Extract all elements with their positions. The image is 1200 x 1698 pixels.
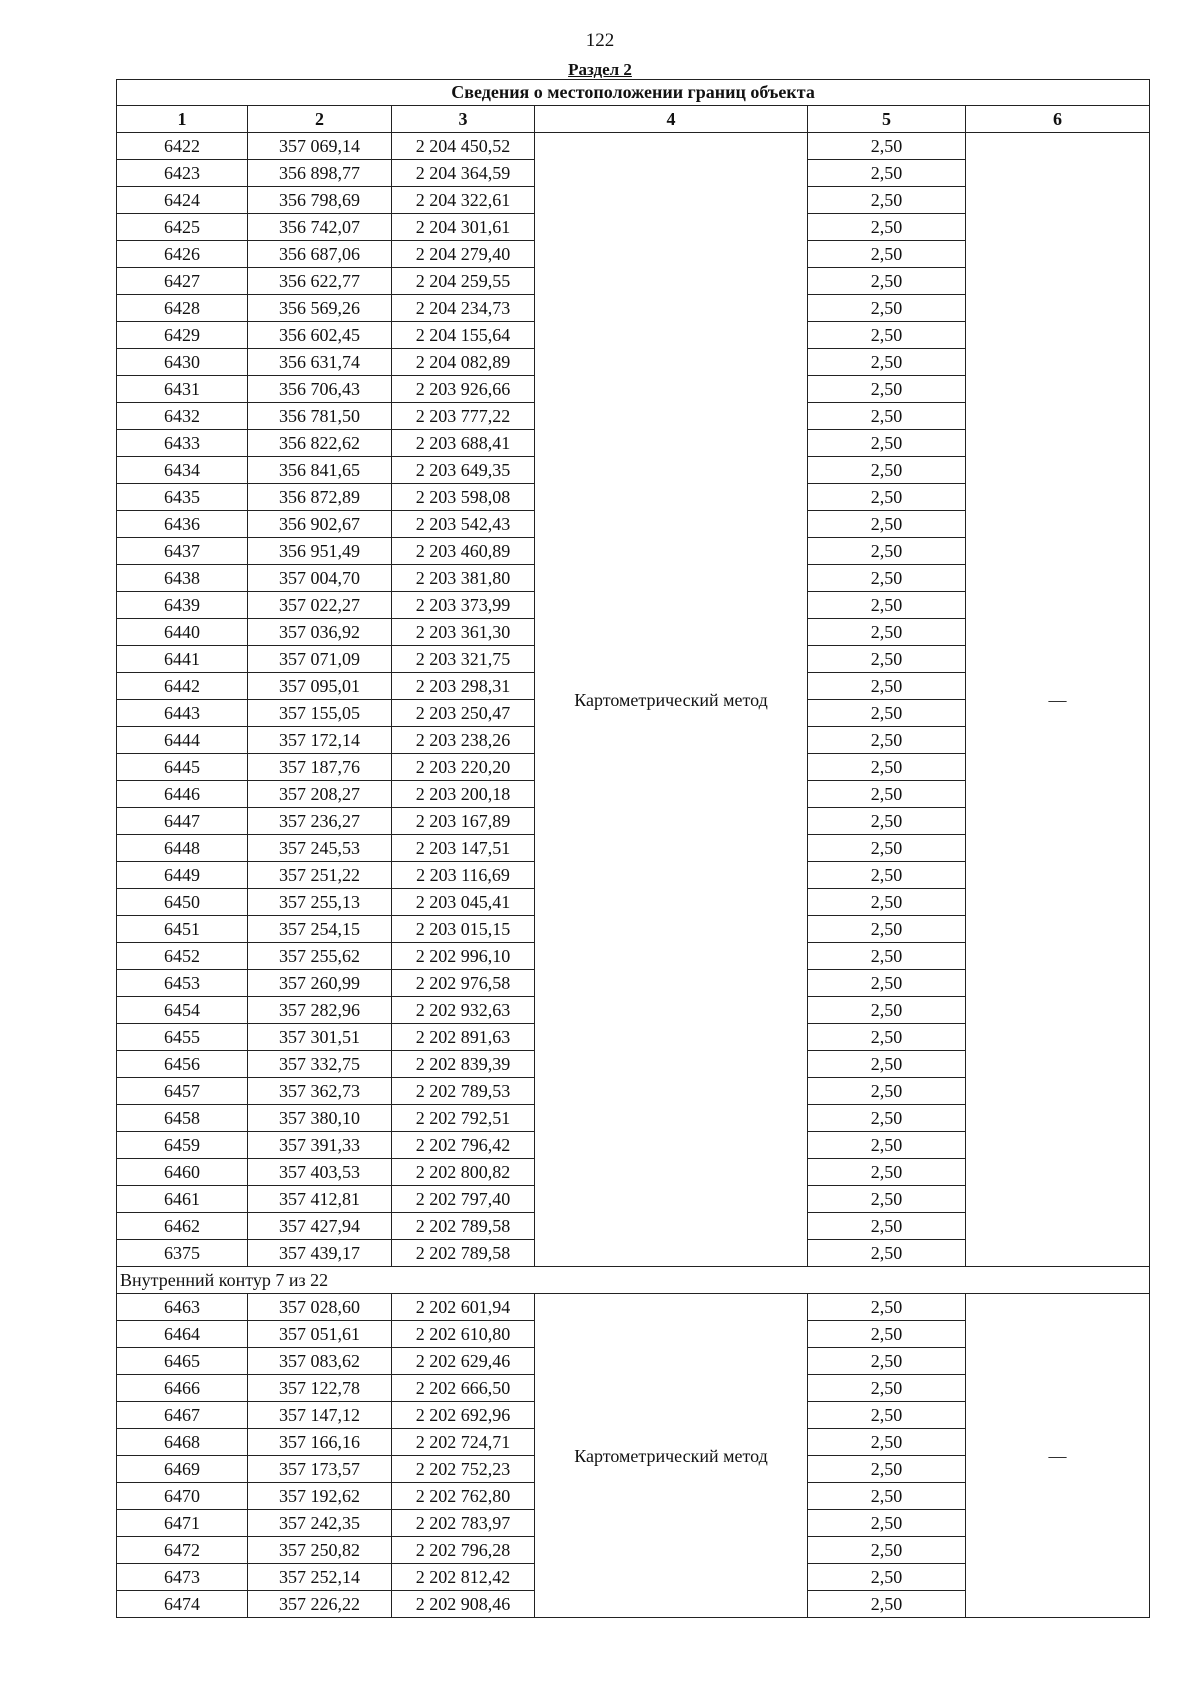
x-coordinate-cell: 357 332,75 bbox=[248, 1051, 392, 1078]
y-coordinate-cell: 2 204 364,59 bbox=[392, 160, 535, 187]
point-number-cell: 6422 bbox=[117, 133, 248, 160]
point-number-cell: 6467 bbox=[117, 1402, 248, 1429]
accuracy-cell: 2,50 bbox=[808, 862, 966, 889]
accuracy-cell: 2,50 bbox=[808, 835, 966, 862]
y-coordinate-cell: 2 202 692,96 bbox=[392, 1402, 535, 1429]
accuracy-cell: 2,50 bbox=[808, 214, 966, 241]
y-coordinate-cell: 2 202 629,46 bbox=[392, 1348, 535, 1375]
point-number-cell: 6438 bbox=[117, 565, 248, 592]
x-coordinate-cell: 357 172,14 bbox=[248, 727, 392, 754]
y-coordinate-cell: 2 202 996,10 bbox=[392, 943, 535, 970]
accuracy-cell: 2,50 bbox=[808, 511, 966, 538]
column-header-2: 2 bbox=[248, 106, 392, 133]
method-cell: Картометрический метод bbox=[535, 1294, 808, 1618]
point-number-cell: 6469 bbox=[117, 1456, 248, 1483]
table-caption: Сведения о местоположении границ объекта bbox=[117, 80, 1150, 106]
x-coordinate-cell: 357 251,22 bbox=[248, 862, 392, 889]
point-number-cell: 6464 bbox=[117, 1321, 248, 1348]
point-number-cell: 6441 bbox=[117, 646, 248, 673]
point-number-cell: 6470 bbox=[117, 1483, 248, 1510]
y-coordinate-cell: 2 202 976,58 bbox=[392, 970, 535, 997]
accuracy-cell: 2,50 bbox=[808, 1159, 966, 1186]
point-number-cell: 6435 bbox=[117, 484, 248, 511]
y-coordinate-cell: 2 203 116,69 bbox=[392, 862, 535, 889]
method-cell: Картометрический метод bbox=[535, 133, 808, 1267]
y-coordinate-cell: 2 203 598,08 bbox=[392, 484, 535, 511]
x-coordinate-cell: 357 226,22 bbox=[248, 1591, 392, 1618]
y-coordinate-cell: 2 204 259,55 bbox=[392, 268, 535, 295]
accuracy-cell: 2,50 bbox=[808, 1429, 966, 1456]
y-coordinate-cell: 2 204 322,61 bbox=[392, 187, 535, 214]
point-number-cell: 6425 bbox=[117, 214, 248, 241]
accuracy-cell: 2,50 bbox=[808, 268, 966, 295]
point-number-cell: 6426 bbox=[117, 241, 248, 268]
x-coordinate-cell: 356 822,62 bbox=[248, 430, 392, 457]
x-coordinate-cell: 357 255,13 bbox=[248, 889, 392, 916]
accuracy-cell: 2,50 bbox=[808, 889, 966, 916]
point-number-cell: 6452 bbox=[117, 943, 248, 970]
y-coordinate-cell: 2 203 298,31 bbox=[392, 673, 535, 700]
table-body bbox=[117, 133, 1150, 1618]
point-number-cell: 6439 bbox=[117, 592, 248, 619]
point-number-cell: 6430 bbox=[117, 349, 248, 376]
y-coordinate-cell: 2 203 200,18 bbox=[392, 781, 535, 808]
x-coordinate-cell: 357 412,81 bbox=[248, 1186, 392, 1213]
y-coordinate-cell: 2 204 450,52 bbox=[392, 133, 535, 160]
y-coordinate-cell: 2 202 932,63 bbox=[392, 997, 535, 1024]
x-coordinate-cell: 356 951,49 bbox=[248, 538, 392, 565]
x-coordinate-cell: 357 051,61 bbox=[248, 1321, 392, 1348]
accuracy-cell: 2,50 bbox=[808, 700, 966, 727]
x-coordinate-cell: 357 173,57 bbox=[248, 1456, 392, 1483]
point-number-cell: 6450 bbox=[117, 889, 248, 916]
y-coordinate-cell: 2 203 167,89 bbox=[392, 808, 535, 835]
point-number-cell: 6474 bbox=[117, 1591, 248, 1618]
point-number-cell: 6453 bbox=[117, 970, 248, 997]
y-coordinate-cell: 2 204 234,73 bbox=[392, 295, 535, 322]
x-coordinate-cell: 357 250,82 bbox=[248, 1537, 392, 1564]
x-coordinate-cell: 357 236,27 bbox=[248, 808, 392, 835]
column-header-4: 4 bbox=[535, 106, 808, 133]
point-number-cell: 6424 bbox=[117, 187, 248, 214]
accuracy-cell: 2,50 bbox=[808, 808, 966, 835]
accuracy-cell: 2,50 bbox=[808, 1591, 966, 1618]
x-coordinate-cell: 356 687,06 bbox=[248, 241, 392, 268]
accuracy-cell: 2,50 bbox=[808, 1294, 966, 1321]
y-coordinate-cell: 2 203 381,80 bbox=[392, 565, 535, 592]
accuracy-cell: 2,50 bbox=[808, 1483, 966, 1510]
point-number-cell: 6457 bbox=[117, 1078, 248, 1105]
accuracy-cell: 2,50 bbox=[808, 754, 966, 781]
y-coordinate-cell: 2 202 789,53 bbox=[392, 1078, 535, 1105]
y-coordinate-cell: 2 202 610,80 bbox=[392, 1321, 535, 1348]
x-coordinate-cell: 356 602,45 bbox=[248, 322, 392, 349]
x-coordinate-cell: 357 439,17 bbox=[248, 1240, 392, 1267]
x-coordinate-cell: 357 147,12 bbox=[248, 1402, 392, 1429]
accuracy-cell: 2,50 bbox=[808, 1024, 966, 1051]
accuracy-cell: 2,50 bbox=[808, 673, 966, 700]
accuracy-cell: 2,50 bbox=[808, 727, 966, 754]
accuracy-cell: 2,50 bbox=[808, 133, 966, 160]
point-number-cell: 6442 bbox=[117, 673, 248, 700]
point-number-cell: 6456 bbox=[117, 1051, 248, 1078]
point-number-cell: 6449 bbox=[117, 862, 248, 889]
accuracy-cell: 2,50 bbox=[808, 646, 966, 673]
accuracy-cell: 2,50 bbox=[808, 1240, 966, 1267]
x-coordinate-cell: 357 301,51 bbox=[248, 1024, 392, 1051]
x-coordinate-cell: 357 255,62 bbox=[248, 943, 392, 970]
x-coordinate-cell: 357 245,53 bbox=[248, 835, 392, 862]
x-coordinate-cell: 357 036,92 bbox=[248, 619, 392, 646]
description-cell: — bbox=[966, 133, 1150, 1267]
accuracy-cell: 2,50 bbox=[808, 349, 966, 376]
accuracy-cell: 2,50 bbox=[808, 187, 966, 214]
point-number-cell: 6461 bbox=[117, 1186, 248, 1213]
point-number-cell: 6459 bbox=[117, 1132, 248, 1159]
x-coordinate-cell: 356 841,65 bbox=[248, 457, 392, 484]
accuracy-cell: 2,50 bbox=[808, 1402, 966, 1429]
point-number-cell: 6451 bbox=[117, 916, 248, 943]
y-coordinate-cell: 2 203 045,41 bbox=[392, 889, 535, 916]
y-coordinate-cell: 2 203 926,66 bbox=[392, 376, 535, 403]
x-coordinate-cell: 357 022,27 bbox=[248, 592, 392, 619]
column-header-5: 5 bbox=[808, 106, 966, 133]
y-coordinate-cell: 2 202 789,58 bbox=[392, 1213, 535, 1240]
column-header-3: 3 bbox=[392, 106, 535, 133]
accuracy-cell: 2,50 bbox=[808, 430, 966, 457]
y-coordinate-cell: 2 202 796,42 bbox=[392, 1132, 535, 1159]
column-header-1: 1 bbox=[117, 106, 248, 133]
x-coordinate-cell: 356 798,69 bbox=[248, 187, 392, 214]
x-coordinate-cell: 357 166,16 bbox=[248, 1429, 392, 1456]
y-coordinate-cell: 2 202 891,63 bbox=[392, 1024, 535, 1051]
x-coordinate-cell: 357 391,33 bbox=[248, 1132, 392, 1159]
point-number-cell: 6454 bbox=[117, 997, 248, 1024]
x-coordinate-cell: 357 187,76 bbox=[248, 754, 392, 781]
point-number-cell: 6446 bbox=[117, 781, 248, 808]
accuracy-cell: 2,50 bbox=[808, 619, 966, 646]
y-coordinate-cell: 2 203 361,30 bbox=[392, 619, 535, 646]
y-coordinate-cell: 2 202 792,51 bbox=[392, 1105, 535, 1132]
column-header-row bbox=[117, 106, 1150, 133]
point-number-cell: 6437 bbox=[117, 538, 248, 565]
point-number-cell: 6375 bbox=[117, 1240, 248, 1267]
page-number: 122 bbox=[585, 30, 615, 51]
y-coordinate-cell: 2 202 724,71 bbox=[392, 1429, 535, 1456]
accuracy-cell: 2,50 bbox=[808, 1078, 966, 1105]
accuracy-cell: 2,50 bbox=[808, 160, 966, 187]
x-coordinate-cell: 357 083,62 bbox=[248, 1348, 392, 1375]
point-number-cell: 6427 bbox=[117, 268, 248, 295]
section-title: Раздел 2 bbox=[568, 60, 632, 79]
y-coordinate-cell: 2 203 373,99 bbox=[392, 592, 535, 619]
x-coordinate-cell: 357 362,73 bbox=[248, 1078, 392, 1105]
x-coordinate-cell: 357 122,78 bbox=[248, 1375, 392, 1402]
x-coordinate-cell: 357 427,94 bbox=[248, 1213, 392, 1240]
column-header-6: 6 bbox=[966, 106, 1150, 133]
y-coordinate-cell: 2 202 839,39 bbox=[392, 1051, 535, 1078]
point-number-cell: 6443 bbox=[117, 700, 248, 727]
accuracy-cell: 2,50 bbox=[808, 484, 966, 511]
x-coordinate-cell: 356 631,74 bbox=[248, 349, 392, 376]
y-coordinate-cell: 2 203 460,89 bbox=[392, 538, 535, 565]
y-coordinate-cell: 2 202 789,58 bbox=[392, 1240, 535, 1267]
accuracy-cell: 2,50 bbox=[808, 1348, 966, 1375]
point-number-cell: 6471 bbox=[117, 1510, 248, 1537]
point-number-cell: 6463 bbox=[117, 1294, 248, 1321]
x-coordinate-cell: 357 242,35 bbox=[248, 1510, 392, 1537]
y-coordinate-cell: 2 203 250,47 bbox=[392, 700, 535, 727]
x-coordinate-cell: 357 252,14 bbox=[248, 1564, 392, 1591]
accuracy-cell: 2,50 bbox=[808, 1051, 966, 1078]
point-number-cell: 6473 bbox=[117, 1564, 248, 1591]
accuracy-cell: 2,50 bbox=[808, 1213, 966, 1240]
y-coordinate-cell: 2 203 147,51 bbox=[392, 835, 535, 862]
y-coordinate-cell: 2 203 321,75 bbox=[392, 646, 535, 673]
x-coordinate-cell: 356 742,07 bbox=[248, 214, 392, 241]
accuracy-cell: 2,50 bbox=[808, 1321, 966, 1348]
y-coordinate-cell: 2 202 812,42 bbox=[392, 1564, 535, 1591]
x-coordinate-cell: 357 403,53 bbox=[248, 1159, 392, 1186]
x-coordinate-cell: 357 282,96 bbox=[248, 997, 392, 1024]
x-coordinate-cell: 356 902,67 bbox=[248, 511, 392, 538]
accuracy-cell: 2,50 bbox=[808, 1186, 966, 1213]
boundary-coordinates-table bbox=[116, 79, 1150, 1618]
y-coordinate-cell: 2 202 783,97 bbox=[392, 1510, 535, 1537]
x-coordinate-cell: 357 260,99 bbox=[248, 970, 392, 997]
x-coordinate-cell: 356 706,43 bbox=[248, 376, 392, 403]
point-number-cell: 6462 bbox=[117, 1213, 248, 1240]
point-number-cell: 6466 bbox=[117, 1375, 248, 1402]
point-number-cell: 6448 bbox=[117, 835, 248, 862]
accuracy-cell: 2,50 bbox=[808, 1105, 966, 1132]
accuracy-cell: 2,50 bbox=[808, 1132, 966, 1159]
point-number-cell: 6465 bbox=[117, 1348, 248, 1375]
point-number-cell: 6433 bbox=[117, 430, 248, 457]
point-number-cell: 6458 bbox=[117, 1105, 248, 1132]
x-coordinate-cell: 357 254,15 bbox=[248, 916, 392, 943]
accuracy-cell: 2,50 bbox=[808, 457, 966, 484]
accuracy-cell: 2,50 bbox=[808, 538, 966, 565]
table-row bbox=[117, 133, 1150, 160]
accuracy-cell: 2,50 bbox=[808, 376, 966, 403]
point-number-cell: 6447 bbox=[117, 808, 248, 835]
point-number-cell: 6460 bbox=[117, 1159, 248, 1186]
y-coordinate-cell: 2 203 220,20 bbox=[392, 754, 535, 781]
point-number-cell: 6436 bbox=[117, 511, 248, 538]
accuracy-cell: 2,50 bbox=[808, 565, 966, 592]
point-number-cell: 6444 bbox=[117, 727, 248, 754]
point-number-cell: 6429 bbox=[117, 322, 248, 349]
point-number-cell: 6434 bbox=[117, 457, 248, 484]
point-number-cell: 6468 bbox=[117, 1429, 248, 1456]
contour-label: Внутренний контур 7 из 22 bbox=[117, 1267, 1150, 1294]
accuracy-cell: 2,50 bbox=[808, 970, 966, 997]
accuracy-cell: 2,50 bbox=[808, 1456, 966, 1483]
table-row bbox=[117, 1294, 1150, 1321]
y-coordinate-cell: 2 202 796,28 bbox=[392, 1537, 535, 1564]
accuracy-cell: 2,50 bbox=[808, 295, 966, 322]
y-coordinate-cell: 2 203 238,26 bbox=[392, 727, 535, 754]
y-coordinate-cell: 2 202 800,82 bbox=[392, 1159, 535, 1186]
x-coordinate-cell: 356 781,50 bbox=[248, 403, 392, 430]
x-coordinate-cell: 357 192,62 bbox=[248, 1483, 392, 1510]
accuracy-cell: 2,50 bbox=[808, 997, 966, 1024]
accuracy-cell: 2,50 bbox=[808, 1375, 966, 1402]
y-coordinate-cell: 2 202 752,23 bbox=[392, 1456, 535, 1483]
x-coordinate-cell: 356 872,89 bbox=[248, 484, 392, 511]
x-coordinate-cell: 357 380,10 bbox=[248, 1105, 392, 1132]
y-coordinate-cell: 2 203 688,41 bbox=[392, 430, 535, 457]
y-coordinate-cell: 2 203 777,22 bbox=[392, 403, 535, 430]
accuracy-cell: 2,50 bbox=[808, 1564, 966, 1591]
x-coordinate-cell: 356 622,77 bbox=[248, 268, 392, 295]
point-number-cell: 6440 bbox=[117, 619, 248, 646]
y-coordinate-cell: 2 203 542,43 bbox=[392, 511, 535, 538]
accuracy-cell: 2,50 bbox=[808, 916, 966, 943]
table-caption-row bbox=[117, 80, 1150, 106]
contour-label-row bbox=[117, 1267, 1150, 1294]
y-coordinate-cell: 2 204 155,64 bbox=[392, 322, 535, 349]
x-coordinate-cell: 357 155,05 bbox=[248, 700, 392, 727]
x-coordinate-cell: 356 569,26 bbox=[248, 295, 392, 322]
accuracy-cell: 2,50 bbox=[808, 241, 966, 268]
point-number-cell: 6423 bbox=[117, 160, 248, 187]
accuracy-cell: 2,50 bbox=[808, 943, 966, 970]
x-coordinate-cell: 356 898,77 bbox=[248, 160, 392, 187]
x-coordinate-cell: 357 004,70 bbox=[248, 565, 392, 592]
y-coordinate-cell: 2 202 797,40 bbox=[392, 1186, 535, 1213]
accuracy-cell: 2,50 bbox=[808, 322, 966, 349]
x-coordinate-cell: 357 095,01 bbox=[248, 673, 392, 700]
accuracy-cell: 2,50 bbox=[808, 1537, 966, 1564]
accuracy-cell: 2,50 bbox=[808, 781, 966, 808]
x-coordinate-cell: 357 208,27 bbox=[248, 781, 392, 808]
x-coordinate-cell: 357 071,09 bbox=[248, 646, 392, 673]
y-coordinate-cell: 2 204 082,89 bbox=[392, 349, 535, 376]
accuracy-cell: 2,50 bbox=[808, 592, 966, 619]
x-coordinate-cell: 357 028,60 bbox=[248, 1294, 392, 1321]
y-coordinate-cell: 2 204 301,61 bbox=[392, 214, 535, 241]
accuracy-cell: 2,50 bbox=[808, 403, 966, 430]
x-coordinate-cell: 357 069,14 bbox=[248, 133, 392, 160]
point-number-cell: 6472 bbox=[117, 1537, 248, 1564]
point-number-cell: 6455 bbox=[117, 1024, 248, 1051]
y-coordinate-cell: 2 202 666,50 bbox=[392, 1375, 535, 1402]
accuracy-cell: 2,50 bbox=[808, 1510, 966, 1537]
y-coordinate-cell: 2 202 601,94 bbox=[392, 1294, 535, 1321]
y-coordinate-cell: 2 204 279,40 bbox=[392, 241, 535, 268]
y-coordinate-cell: 2 202 762,80 bbox=[392, 1483, 535, 1510]
point-number-cell: 6445 bbox=[117, 754, 248, 781]
y-coordinate-cell: 2 202 908,46 bbox=[392, 1591, 535, 1618]
y-coordinate-cell: 2 203 649,35 bbox=[392, 457, 535, 484]
y-coordinate-cell: 2 203 015,15 bbox=[392, 916, 535, 943]
point-number-cell: 6431 bbox=[117, 376, 248, 403]
description-cell: — bbox=[966, 1294, 1150, 1618]
point-number-cell: 6432 bbox=[117, 403, 248, 430]
point-number-cell: 6428 bbox=[117, 295, 248, 322]
